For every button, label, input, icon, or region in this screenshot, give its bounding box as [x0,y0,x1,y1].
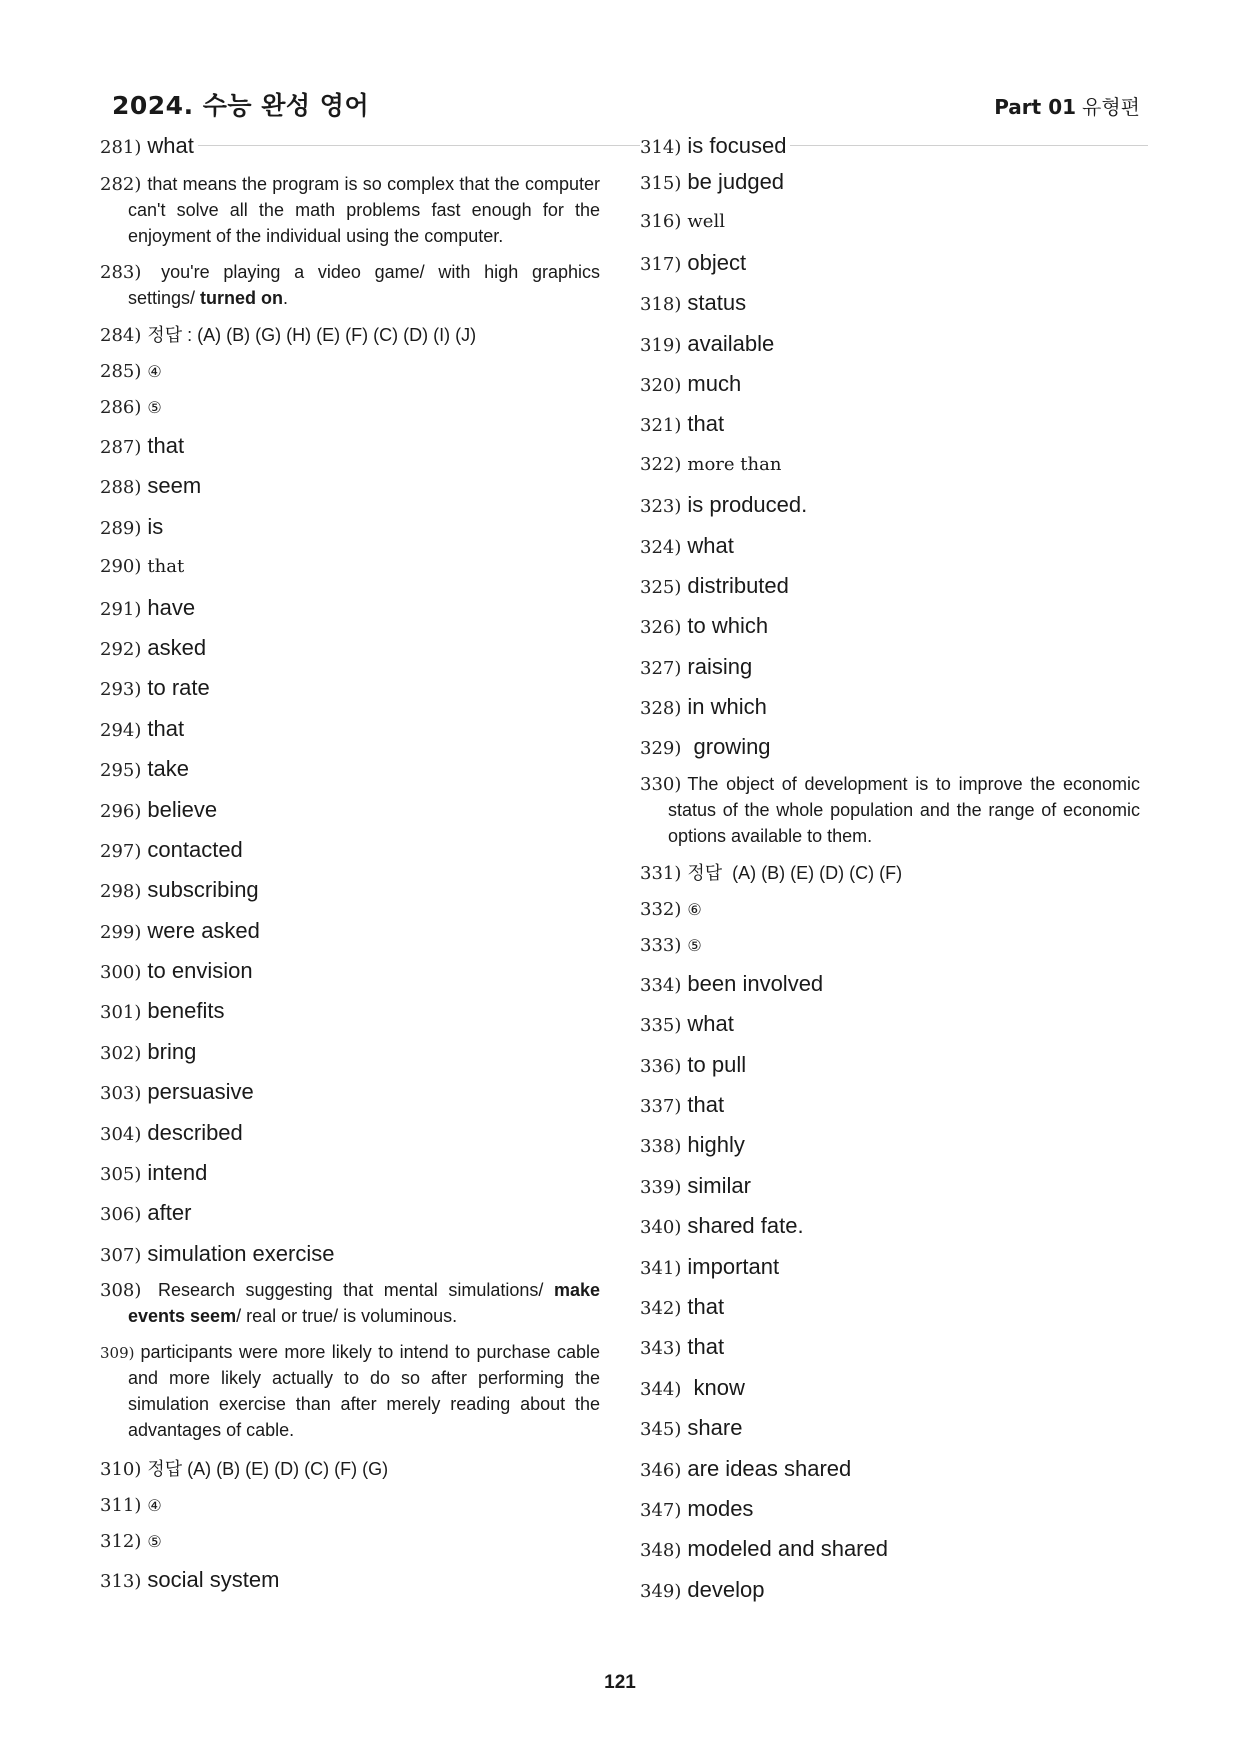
answer-text: 정답 (A) (B) (E) (D) (C) (F) [687,862,903,883]
answer-text: what [147,133,194,158]
answer-text-pre: Research suggesting that mental simulations/ [147,1280,554,1301]
answer-item [640,324,1140,364]
answer-text: ④ [147,364,162,381]
answer-text: more than [687,453,782,475]
item-number: 325) [640,576,682,598]
item-number: 287) [100,437,142,458]
item-number: 321) [640,415,682,437]
item-number: 309) [100,1344,135,1363]
answer-text: described [147,1119,243,1145]
item-number: 291) [100,598,142,620]
answer-text: been involved [687,970,824,996]
answer-item [100,1193,600,1233]
answer-item [100,260,600,312]
answer-item [640,964,1140,1004]
answer-item [100,951,600,991]
answer-item [100,870,600,910]
part-suffix: 유형편 [1082,95,1140,119]
answer-item [100,709,600,749]
item-number: 349) [640,1580,682,1602]
page-number: 121 [604,1672,636,1693]
answer-item [640,1449,1140,1489]
answer-item [640,1368,1140,1408]
item-number: 323) [640,496,682,518]
answer-item [100,830,600,870]
answer-text: well [687,211,725,233]
answer-item [640,1287,1140,1327]
answer-item [640,1489,1140,1529]
item-number: 311) [100,1495,142,1517]
answer-item [640,647,1140,687]
answer-text: develop [687,1576,765,1602]
item-number: 315) [640,173,682,194]
answer-item [100,668,600,708]
item-number: 284) [100,325,142,346]
answer-item [100,1153,600,1193]
item-number: 301) [100,1002,142,1024]
item-number: 336) [640,1055,682,1077]
answer-text: to rate [147,675,210,701]
item-number: 340) [640,1217,682,1239]
answer-text: highly [687,1132,745,1158]
answer-item [100,991,600,1031]
answer-text: participants were more likely to intend to purchase cable and more likely actually to do so after performing the simulation exercise than after merely reading about the advantages of cable. [128,1342,600,1441]
answer-item [100,1560,600,1600]
answer-item [640,130,1140,162]
answer-item [640,1247,1140,1287]
answer-item [640,1529,1140,1569]
item-number: 286) [100,397,142,418]
answer-text: bring [147,1038,197,1064]
answer-item [640,445,1140,485]
item-number: 324) [640,536,682,558]
answer-item [640,727,1140,767]
answer-text-post: . [283,288,289,308]
item-number: 303) [100,1083,142,1105]
item-number: 316) [640,211,682,233]
answer-text: that [147,556,185,578]
answer-item [640,162,1140,202]
item-number: 320) [640,374,682,396]
answer-item [100,130,600,162]
answer-item [100,749,600,789]
item-number: 330) [640,773,682,795]
item-number: 304) [100,1123,142,1145]
answer-item [640,1206,1140,1246]
item-number: 347) [640,1499,682,1521]
answer-item [640,202,1140,242]
item-number: 339) [640,1176,682,1198]
item-number: 328) [640,698,682,720]
item-number: 314) [640,137,682,158]
item-number: 348) [640,1540,682,1562]
answer-text: modeled and shared [687,1536,888,1562]
answer-text: to which [687,613,769,639]
item-number: 295) [100,760,142,782]
item-number: 344) [640,1378,682,1400]
answer-text: that [147,433,185,458]
answer-item [640,772,1140,850]
item-number: 298) [100,881,142,903]
answer-item [100,172,600,250]
item-number: 341) [640,1257,682,1279]
item-number: 307) [100,1244,142,1266]
part-number: Part 01 [994,95,1077,119]
answer-item [100,790,600,830]
answer-item [100,390,600,426]
item-number: 345) [640,1419,682,1441]
answer-text: be judged [687,169,785,194]
answer-item [640,1004,1140,1044]
answer-item [100,1113,600,1153]
answer-text: that [687,1334,725,1360]
item-number: 289) [100,517,142,539]
answer-text: distributed [687,572,789,598]
answer-text: is focused [687,133,787,158]
answer-text: simulation exercise [147,1240,335,1266]
item-number: 335) [640,1015,682,1037]
left-answer-column [100,130,600,1601]
answer-text: persuasive [147,1079,254,1105]
answer-item [640,687,1140,727]
answer-text: contacted [147,836,243,862]
right-answer-column [640,130,1140,1610]
answer-item [640,606,1140,646]
answer-item [100,628,600,668]
item-number: 305) [100,1164,142,1186]
answer-text: share [687,1415,743,1441]
item-number: 292) [100,638,142,660]
answer-item [100,354,600,390]
item-number: 334) [640,974,682,996]
answer-item [640,928,1140,964]
item-number: 293) [100,679,142,701]
item-number: 331) [640,862,682,884]
item-number: 329) [640,738,682,760]
answer-text: that [687,411,725,437]
item-number: 310) [100,1459,142,1481]
answer-text: that means the program is so complex that the computer can't solve all the math problems fast enough for the enjoyment of the individual using the computer. [128,174,600,246]
answer-item [100,588,600,628]
answer-text: important [687,1253,780,1279]
answer-text: that [687,1092,725,1118]
answer-item [640,1045,1140,1085]
answer-item [100,1524,600,1560]
answer-text: The object of development is to improve the economic status of the whole population and the range of economic options available to them. [668,773,1140,846]
answer-text: to envision [147,958,253,984]
item-number: 299) [100,921,142,943]
item-number: 312) [100,1531,142,1553]
answer-text: ⑥ [687,901,702,919]
answer-item [100,466,600,506]
item-number: 302) [100,1042,142,1064]
answer-text: status [687,290,747,316]
item-number: 322) [640,453,682,475]
answer-item [100,1072,600,1112]
answer-item [100,316,600,354]
answer-text: 정답 (A) (B) (E) (D) (C) (F) (G) [147,1459,389,1480]
item-number: 319) [640,334,682,356]
answer-text: growing [687,734,771,760]
answer-text: similar [687,1172,751,1198]
answer-text: much [687,370,742,396]
answer-item [640,1408,1140,1448]
answer-text: ⑤ [147,400,162,417]
answer-text: available [687,330,775,356]
answer-item [100,911,600,951]
answer-text-post: / real or true/ is voluminous. [236,1306,458,1327]
answer-text: to pull [687,1051,747,1077]
item-number: 282) [100,174,142,195]
item-number: 296) [100,800,142,822]
item-number: 337) [640,1096,682,1118]
item-number: 283) [100,262,142,283]
item-number: 343) [640,1338,682,1360]
answer-text: know [687,1374,745,1400]
answer-item [100,426,600,466]
answer-text: social system [147,1567,280,1593]
answer-text: have [147,594,196,620]
answer-text: that [687,1293,725,1319]
answer-text: seem [147,473,202,499]
item-number: 308) [100,1280,142,1302]
item-number: 327) [640,657,682,679]
answer-text: subscribing [147,877,259,903]
book-title: 2024. 수능 완성 영어 [112,91,370,120]
answer-item [100,1032,600,1072]
answer-item [640,1166,1140,1206]
item-number: 294) [100,719,142,741]
answer-item [100,547,600,587]
item-number: 346) [640,1459,682,1481]
answer-item [640,1085,1140,1125]
answer-item [640,364,1140,404]
answer-text: modes [687,1495,754,1521]
answer-text: were asked [147,917,260,943]
item-number: 281) [100,137,142,158]
answer-item [640,1570,1140,1610]
answer-item [640,526,1140,566]
answer-text: take [147,756,189,782]
answer-text: shared fate. [687,1213,804,1239]
answer-text: ⑤ [147,1534,162,1552]
answer-item [640,283,1140,323]
answer-item [640,1327,1140,1367]
answer-text: that [147,715,185,741]
answer-text: intend [147,1160,208,1186]
item-number: 313) [100,1571,142,1593]
part-label [994,91,1140,120]
item-number: 326) [640,617,682,639]
item-number: 317) [640,253,682,275]
answer-item [640,404,1140,444]
item-number: 318) [640,294,682,316]
answer-text: benefits [147,998,225,1024]
answer-item [640,1125,1140,1165]
answer-item [640,854,1140,892]
page-header [0,0,1240,150]
item-number: 338) [640,1136,682,1158]
answer-text: object [687,249,747,275]
answer-text: ④ [147,1498,162,1516]
answer-text: are ideas shared [687,1455,852,1481]
answer-text-bold: turned on [200,288,284,308]
answer-text: raising [687,653,753,679]
answer-text: what [687,532,734,558]
answer-item [100,1234,600,1274]
item-number: 285) [100,361,142,382]
answer-item [100,1488,600,1524]
item-number: 332) [640,898,682,920]
answer-text: what [687,1011,734,1037]
item-number: 300) [100,962,142,984]
answer-item [640,892,1140,928]
answer-item [640,485,1140,525]
answer-text: is produced. [687,492,808,518]
answer-item [100,1450,600,1488]
answer-item [100,507,600,547]
item-number: 290) [100,556,142,578]
answer-text: asked [147,634,207,660]
answer-text-bold: make events seem [128,1280,600,1327]
answer-text: 정답 : (A) (B) (G) (H) (E) (F) (C) (D) (I) (J) [147,325,477,345]
answer-text: is [147,513,164,539]
item-number: 333) [640,934,682,956]
answer-item [100,1278,600,1330]
answer-text: after [147,1200,192,1226]
item-number: 297) [100,840,142,862]
answer-item [640,243,1140,283]
answer-text-pre: you're playing a video game/ with high graphics settings/ [128,262,600,308]
item-number: 288) [100,477,142,499]
item-number: 342) [640,1297,682,1319]
item-number: 306) [100,1204,142,1226]
answer-text: in which [687,694,767,720]
answer-text: believe [147,796,218,822]
answer-text: ⑤ [687,937,702,955]
answer-item [100,1340,600,1444]
answer-item [640,566,1140,606]
